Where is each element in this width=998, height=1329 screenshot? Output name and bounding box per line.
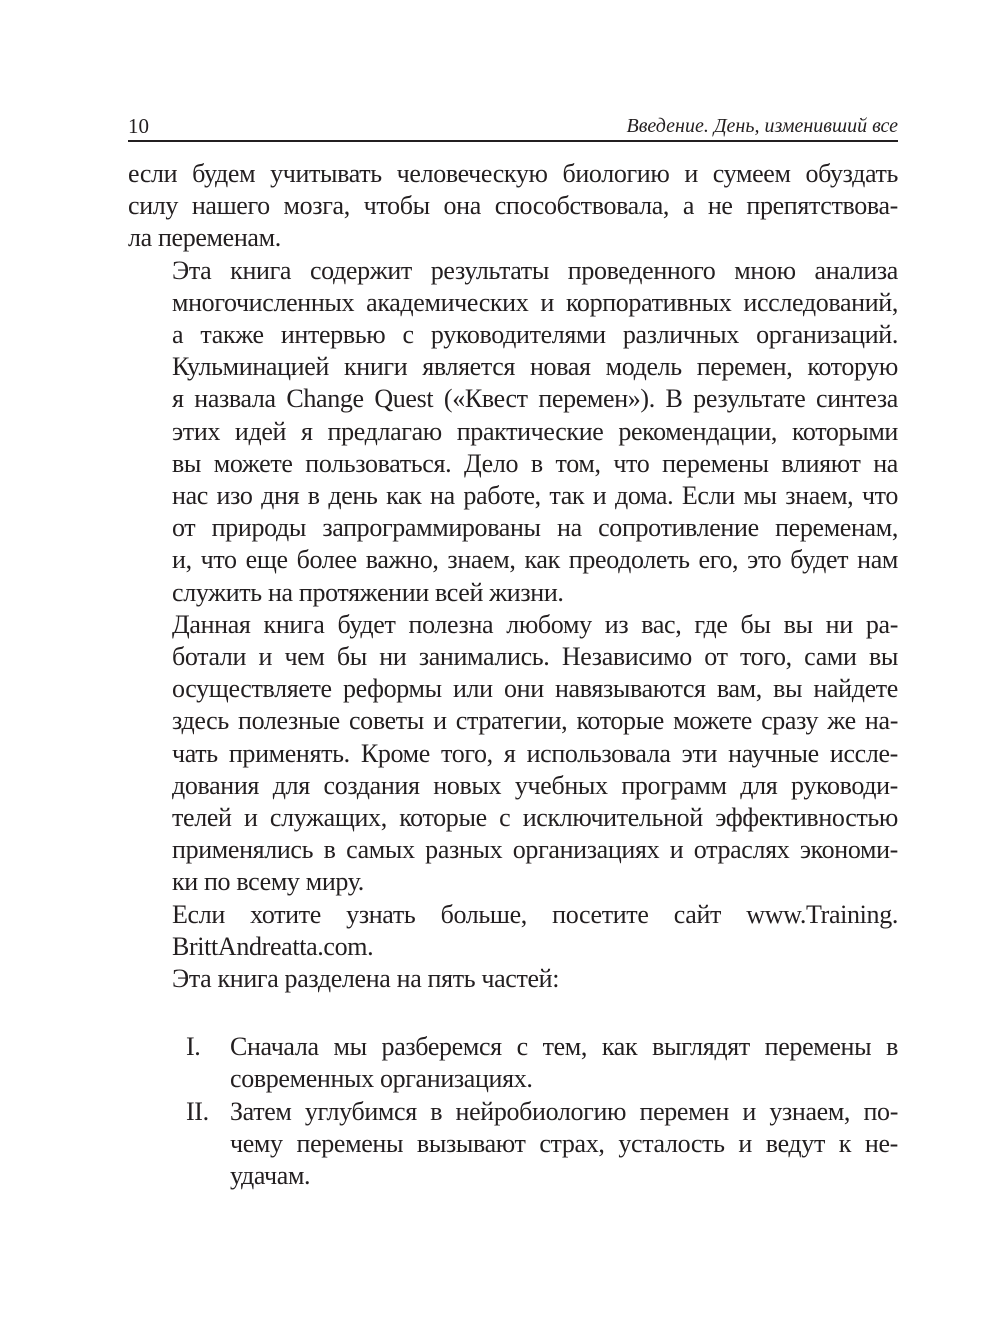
text-line: вы можете пользоваться. Дело в том, что перемены влияют на: [172, 448, 898, 478]
text-line: телей и служащих, которые с исключительной эффективностью: [172, 803, 898, 833]
paragraph: [128, 158, 898, 255]
text-line: от природы запрограммированы на сопротивление переменам,: [172, 513, 898, 543]
page-number: 10: [128, 114, 149, 138]
paragraph: [128, 609, 898, 899]
chapter-title: Введение. День, изменивший все: [626, 115, 898, 137]
text-line: я назвала Change Quest («Квест перемен»). В результате синтеза: [172, 384, 898, 414]
text-line: Эта книга содержит результаты проведенного мною анализа: [172, 255, 898, 285]
text-line: нас изо дня в день как на работе, так и дома. Если мы знаем, что: [172, 481, 898, 511]
list-item: [128, 1096, 898, 1193]
list-marker: II.: [186, 1096, 209, 1126]
text-line: служить на протяжении всей жизни.: [172, 577, 564, 607]
list-spacer: [128, 995, 898, 1031]
text-line: Данная книга будет полезна любому из вас, где бы вы ни ра-: [172, 609, 898, 639]
text-line: применялись в самых разных организациях и отраслях экономи-: [172, 835, 898, 865]
paragraph: [128, 899, 898, 963]
text-line: BrittAndreatta.com.: [172, 931, 374, 961]
running-head: [128, 112, 898, 142]
text-line: чему перемены вызывают страх, усталость и ведут к не-: [230, 1128, 898, 1158]
book-page: [128, 112, 898, 1192]
text-line: ботали и чем бы ни занимались. Независимо от того, сами вы: [172, 642, 898, 672]
parts-list: [128, 1031, 898, 1192]
text-line: ки по всему миру.: [172, 867, 364, 897]
text-line: осуществляете реформы или они навязываются вам, вы найдете: [172, 674, 898, 704]
text-line: и, что еще более важно, знаем, как преодолеть его, это будет нам: [172, 545, 898, 575]
text-line: многочисленных академических и корпоративных исследований,: [172, 287, 898, 317]
text-line: ла переменам.: [128, 223, 281, 253]
list-item: [128, 1031, 898, 1095]
text-line: удачам.: [230, 1161, 311, 1191]
text-line: Если хотите узнать больше, посетите сайт www.Training.: [172, 899, 898, 929]
text-line: Затем углубимся в нейробиологию перемен и узнаем, по-: [230, 1096, 898, 1126]
paragraph: [128, 255, 898, 609]
text-line: Сначала мы разберемся с тем, как выглядят перемены в: [230, 1032, 898, 1062]
text-line: чать применять. Кроме того, я использовала эти научные иссле-: [172, 738, 898, 768]
text-line: здесь полезные советы и стратегии, которые можете сразу же на-: [172, 706, 898, 736]
text-line: этих идей я предлагаю практические рекомендации, которыми: [172, 416, 898, 446]
body-text: [128, 158, 898, 1192]
list-marker: I.: [186, 1032, 201, 1062]
text-line: Кульминацией книги является новая модель перемен, которую: [172, 352, 898, 382]
text-line: если будем учитывать человеческую биологию и сумеем обуздать: [128, 159, 898, 188]
paragraph: [128, 963, 898, 995]
text-line: а также интервью с руководителями различных организаций.: [172, 320, 898, 350]
text-line: Эта книга разделена на пять частей:: [172, 964, 560, 994]
text-line: силу нашего мозга, чтобы она способствовала, а не препятствова-: [128, 191, 898, 221]
text-line: дования для создания новых учебных программ для руководи-: [172, 770, 898, 800]
text-line: современных организациях.: [230, 1064, 533, 1094]
